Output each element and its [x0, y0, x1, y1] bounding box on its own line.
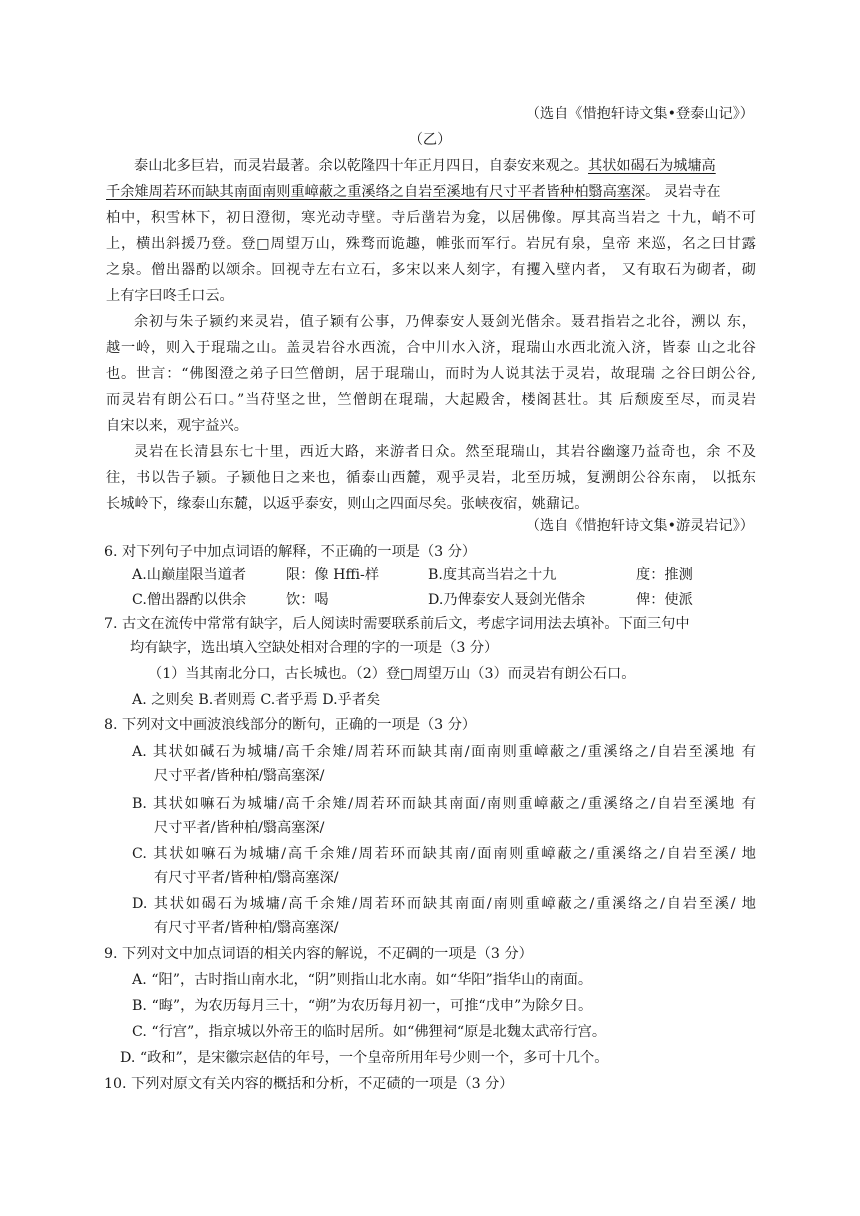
source-citation-bottom: （选自《惜抱轩诗文集•游灵岩记》）: [525, 518, 754, 534]
passage-p1-line6: 上有字曰咚壬口云。: [106, 288, 234, 304]
question-8-option-b-line1: B. 其状如嘛石为城墉/高千余雉/周若环而缺其南面/南则重嶂蔽之/重溪络之/自岩至溪地 有: [132, 796, 756, 812]
section-label: （乙）: [408, 132, 452, 148]
question-8-option-d-line2: 有尺寸平者/皆种柏/翳高塞深/: [154, 920, 339, 936]
passage-p2-line5: 自宋以来，观宇益兴。: [106, 418, 248, 434]
source-citation-top: （选自《惜抱轩诗文集•登泰山记》）: [525, 106, 754, 122]
question-6-option-d: D.乃俾泰安人聂剑光偕余: [428, 592, 586, 608]
passage-p1-line3: 柏中，积雪林下，初日澄彻，寒光动寺壁。寺后凿岩为龛，以居佛像。厚其高当岩之 十九，峭不可: [106, 210, 756, 226]
question-9-option-b: B. “晦”，为农历每月三十，“朔”为农历每月初一，可推“戊申”为除夕日。: [132, 998, 593, 1014]
question-9-option-a: A. “阳”，古时指山南水北，“阴”则指山北水南。如“华阳”指华山的南面。: [132, 972, 593, 988]
question-8-option-a-line1: A. 其状如碱石为城墉/高千余雉/周若环而缺其南/面南则重嶂蔽之/重溪络之/自岩至溪地 有: [132, 744, 756, 760]
question-6-option-d-note: 俾：使派: [636, 592, 693, 608]
passage-p2-line4: 而灵岩有朗公石口。”当苻坚之世，竺僧朗在琨瑞，大起殿舍，楼阁甚壮。其 后颓废至尽，而灵岩: [106, 392, 756, 408]
question-6-option-c: C.僧出器酌以供余: [132, 592, 247, 608]
passage-p2-line3: 也。世言：“佛图澄之弟子曰竺僧朗，居于琨瑞山，而时为人说其法于灵岩，故琨瑞 之谷曰朗公谷,: [106, 366, 756, 382]
question-10-stem: 10. 下列对原文有关内容的概括和分析，不疋碛的一项是（3 分）: [104, 1076, 514, 1092]
question-6-stem: 6. 对下列句子中加点词语的解释，不正确的一项是（3 分）: [104, 544, 477, 560]
passage-text: 泰山北多巨岩，而灵岩最著。余以乾隆四十年正月四日，自泰安来观之。: [134, 158, 589, 174]
wavy-underlined-text: 其状如碣石为城墉高: [588, 158, 716, 174]
question-8-stem: 8. 下列对文中画波浪线部分的断句，正确的一项是（3 分）: [104, 717, 477, 733]
question-6-option-a: A.山巅崖限当道者: [132, 567, 247, 583]
passage-p1-line2: [106, 182, 756, 204]
question-8-option-c-line1: C. 其状如嘛石为城墉/高千余雉/周若环而缺其南/面南则重嶂蔽之/重溪络之/自岩至溪/ 地: [132, 846, 756, 862]
question-7-stem-line1: 7. 古文在流传中常常有缺字，后人阅读时需要联系前后文，考虑字词用法去填补。下面三句中: [104, 616, 690, 632]
passage-p1-line1: [134, 156, 754, 178]
question-9-stem: 9. 下列对文中加点词语的相关内容的解说，不疋碉的一项是（3 分）: [104, 946, 533, 962]
passage-p1-line4: 上，横出斜援乃登。登□周望万山，殊骛而诡趣，帷张而军行。岩尻有泉，皇帝 来巡，名之曰甘露: [106, 236, 756, 252]
question-7-options: A. 之则矣 B.者则焉 C.者乎焉 D.乎者矣: [132, 692, 381, 708]
passage-p2-line1: 余初与朱子颍约来灵岩，值子颖有公事，乃俾泰安人聂剑光偕余。聂君指岩之北谷，溯以 东，: [134, 314, 756, 330]
question-6-option-b: B.度其高当岩之十九: [428, 567, 557, 583]
question-8-option-d-line1: D. 其状如碣石为城墉/高千余雉/周若环而缺其南面/南则重嶂蔽之/重溪络之/自岩至溪/ 地: [132, 896, 756, 912]
passage-p2-line2: 越一岭，则入于琨瑞之山。盖灵岩谷水西流，合中川水入济，琨瑞山水西北流入济，皆泰 山之北谷: [106, 340, 756, 356]
question-6-option-b-note: 度：推测: [636, 567, 693, 583]
question-8-option-a-line2: 尺寸平者/皆种柏/翳高塞深/: [154, 768, 325, 784]
question-7-sentences: （1）当其南北分口，古长城也。（2）登□周望万山（3）而灵岩有朗公石口。: [148, 666, 636, 682]
question-8-option-b-line2: 尺寸平者/皆种柏/翳高塞深/: [154, 820, 325, 836]
passage-p3-line3: 长城岭下，缘泰山东麓，以返乎泰安，则山之四面尽矣。张峡夜宿，姚鼐记。: [106, 496, 589, 512]
question-7-stem-line2: 均有缺字，选出填入空缺处相对合理的字的一项是（3 分）: [130, 640, 499, 656]
passage-p3-line1: 灵岩在长清县东七十里，西近大路，来游者日众。然至琨瑞山，其岩谷幽邃乃益奇也，余 不及: [134, 444, 756, 460]
question-9-option-d: D. “政和”，是宋徽宗赵佶的年号，一个皇帝所用年号少则一个，多可十几个。: [120, 1050, 609, 1066]
wavy-underlined-text: 千余雉周若环而缺其南面南则重嶂蔽之重溪络之自岩至溪地有尺寸平者皆种柏翳高塞深: [106, 184, 646, 200]
passage-p1-line5: 之泉。僧出器酌以颂余。回视寺左右立石，多宋以来人刻字，有攫入壁内者， 又有取石为砌者，砌: [106, 262, 756, 278]
passage-text: 。 灵岩寺在: [645, 184, 721, 200]
question-8-option-c-line2: 有尺寸平者/皆种柏/翳高塞深/: [154, 870, 339, 886]
question-9-option-c: C. “行宫”，指京城以外帝王的临时居所。如“佛狸祠“原是北魏太武帝行宫。: [132, 1024, 607, 1040]
question-6-option-c-note: 饮：喝: [286, 592, 329, 608]
passage-p3-line2: 往，书以告子颍。子颍他日之来也，循泰山西麓，观乎灵岩，北至历城，复溯朗公谷东南， 以抵东: [106, 470, 756, 486]
question-6-option-a-note: 限：像 Hffi-样: [286, 567, 380, 583]
